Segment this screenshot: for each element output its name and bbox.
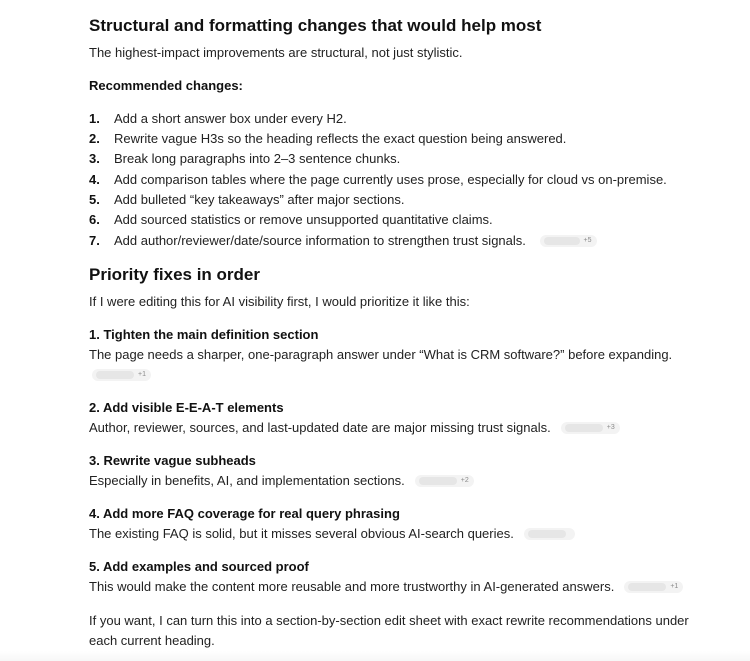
fix-text: The existing FAQ is solid, but it misses several obvious AI-search queries. [89,525,575,543]
list-text: Add comparison tables where the page currently uses prose, especially for cloud vs on-premise. [114,172,667,187]
section-intro: If I were editing this for AI visibility first, I would prioritize it like this: [89,294,470,309]
list-text: Rewrite vague H3s so the heading reflects the exact question being answered. [114,131,567,146]
fix-text: The page needs a sharper, one-paragraph answer under “What is CRM software?” before expanding. [89,347,673,362]
list-item [89,130,566,148]
list-item [89,191,404,209]
list-number: 4. [89,172,100,187]
recommended-label: Recommended changes: [89,78,243,93]
list-text: Add a short answer box under every H2. [114,111,347,126]
list-item [89,211,493,229]
list-text: Add bulleted “key takeaways” after major sections. [114,192,405,207]
section-heading: Priority fixes in order [89,265,260,284]
citation-count: +1 [138,371,146,378]
citation-chip[interactable] [92,369,151,381]
list-item [89,232,597,250]
list-number: 6. [89,212,100,227]
citation-chip[interactable] [624,581,683,593]
list-number: 3. [89,151,100,166]
section-intro: The highest-impact improvements are structural, not just stylistic. [89,45,463,60]
fix-title: 4. Add more FAQ coverage for real query phrasing [89,506,400,521]
fix-text: This would make the content more reusable and more trustworthy in AI-generated answers. $^{+1}$ [89,578,683,596]
fix-title: 3. Rewrite vague subheads [89,453,256,468]
citation-count: +2 [460,476,469,484]
closing-paragraph-line: each current heading. [89,633,215,648]
citation-chip[interactable] [524,528,575,540]
citation-chip[interactable] [540,235,597,247]
citation-count: +1 [670,582,679,590]
fix-title: 1. Tighten the main definition section [89,327,319,342]
citation-count: +3 [606,423,615,431]
list-item [89,110,347,128]
list-number: 1. [89,111,100,126]
bottom-fade [0,651,750,661]
list-text: Add sourced statistics or remove unsupported quantitative claims. [114,212,493,227]
list-number: 5. [89,192,100,207]
citation-count: +5 [583,236,592,244]
fix-title: 2. Add visible E-E-A-T elements [89,400,284,415]
list-item [89,150,400,168]
list-item [89,171,667,189]
fix-title: 5. Add examples and sourced proof [89,559,309,574]
citation-chip[interactable] [561,422,620,434]
list-text: Add author/reviewer/date/source information to strengthen trust signals. [114,233,526,248]
citation-count [570,530,575,537]
fix-text: Author, reviewer, sources, and last-updated date are major missing trust signals. $^{+3}$ [89,419,620,437]
fix-text: Especially in benefits, AI, and implementation sections. $^{+2}$ [89,472,474,490]
closing-paragraph-line: If you want, I can turn this into a section-by-section edit sheet with exact rewrite recommendations under [89,613,689,628]
list-text: Break long paragraphs into 2–3 sentence chunks. [114,151,401,166]
citation-chip[interactable] [415,475,474,487]
list-number: 7. [89,233,100,248]
section-heading: Structural and formatting changes that would help most [89,16,542,35]
list-number: 2. [89,131,100,146]
